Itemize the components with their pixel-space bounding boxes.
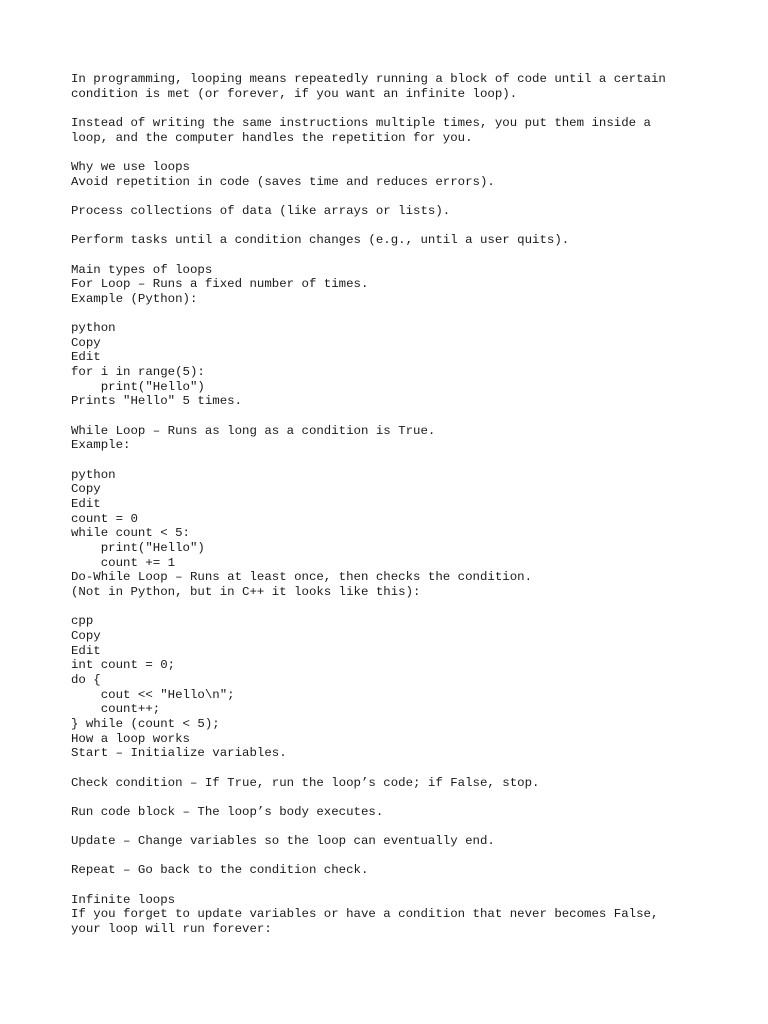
text-line: Copy [71,628,101,643]
text-line: Edit [71,350,101,365]
text-line: Infinite loops [71,892,176,907]
blank-line [71,219,751,234]
text-line: int count = 0; [71,658,176,673]
text-line: Example: [71,438,131,453]
text-line: While Loop – Runs as long as a condition is True. [71,423,436,438]
blank-line [71,409,751,424]
text-line: Copy [71,335,101,350]
blank-line [71,101,751,116]
text-line: for i in range(5): [71,365,205,380]
text-line: Why we use loops [71,159,190,174]
blank-line [71,189,751,204]
text-line: Start – Initialize variables. [71,746,287,761]
text-line: For Loop – Runs a fixed number of times. [71,277,369,292]
text-line: Update – Change variables so the loop can eventually end. [71,834,495,849]
blank-line [71,790,751,805]
text-line: In programming, looping means repeatedly running a block of code until a certain [71,72,666,86]
text-line: count++; [71,702,161,717]
text-line: Copy [71,482,101,497]
text-line: If you forget to update variables or have a condition that never becomes False, [71,907,659,922]
text-line: loop, and the computer handles the repetition for you. [71,130,473,145]
text-line: Repeat – Go back to the condition check. [71,863,369,878]
blank-line [71,849,751,864]
text-line: Avoid repetition in code (saves time and reduces errors). [71,174,495,189]
blank-line [71,819,751,834]
blank-line [71,307,751,322]
text-line: count = 0 [71,511,138,526]
text-line: Check condition – If True, run the loop’s code; if False, stop. [71,775,540,790]
blank-line [71,761,751,776]
blank-line [71,878,751,893]
text-line: print("Hello") [71,541,205,555]
text-line: Run code block – The loop’s body executes. [71,804,384,819]
text-line: Main types of loops [71,262,213,277]
text-line: Edit [71,643,101,658]
text-line: Example (Python): [71,291,198,306]
blank-line [71,248,751,263]
text-line: How a loop works [71,731,190,746]
text-line: python [71,467,116,482]
text-line: Do-While Loop – Runs at least once, then checks the condition. [71,570,533,585]
text-line: condition is met (or forever, if you want an infinite loop). [71,86,518,101]
text-line: print("Hello") [71,379,205,394]
text-line: Perform tasks until a condition changes (e.g., until a user quits). [71,233,570,248]
text-line: Instead of writing the same instructions multiple times, you put them inside a [71,115,651,130]
text-line: cout << "Hello\n"; [71,687,235,702]
text-line: do { [71,672,101,687]
text-line: while count < 5: [71,526,190,541]
document-body [71,72,751,937]
text-line: python [71,321,116,336]
text-line: Edit [71,497,101,512]
text-line: cpp [71,614,94,629]
text-line: Process collections of data (like arrays or lists). [71,203,451,218]
blank-line [71,600,751,615]
text-line: (Not in Python, but in C++ it looks like this): [71,584,421,599]
blank-line [71,145,751,160]
text-line: Prints "Hello" 5 times. [71,394,243,409]
blank-line [71,453,751,468]
text-line: count += 1 [71,555,176,570]
text-line: } while (count < 5); [71,716,220,731]
text-line: your loop will run forever: [71,922,272,937]
